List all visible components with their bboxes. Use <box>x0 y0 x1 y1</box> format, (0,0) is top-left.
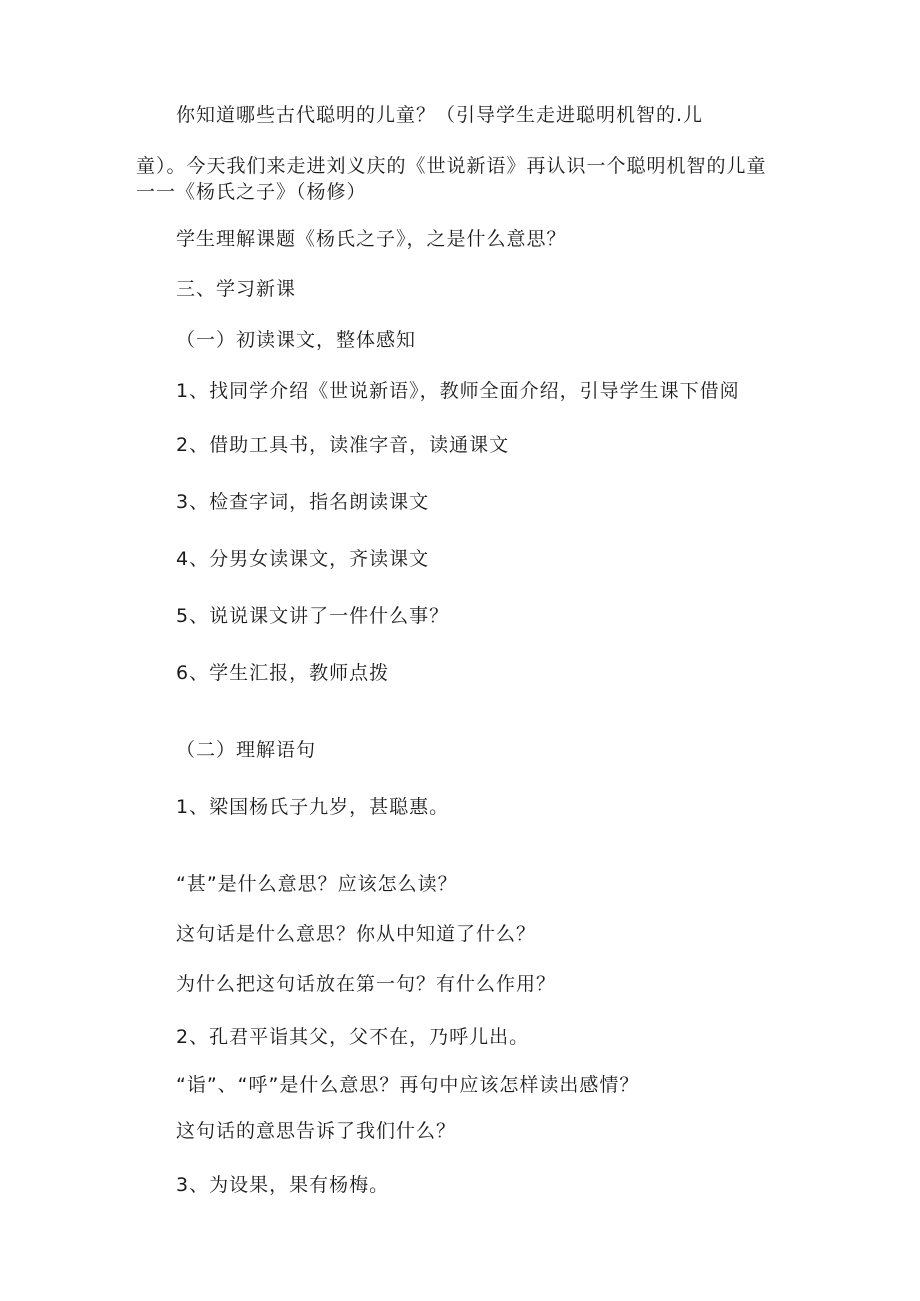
intro-line-3: 一一《杨氏之子》（杨修） <box>136 181 367 203</box>
section-heading: 三、学习新课 <box>176 278 297 300</box>
question-item: “甚”是什么意思？应该怎么读？ <box>176 873 458 895</box>
question-item: 这句话的意思告诉了我们什么？ <box>176 1120 457 1142</box>
part-one-heading: （一）初读课文，整体感知 <box>176 329 417 351</box>
sentence-item: 2、孔君平诣其父，父不在，乃呼儿出。 <box>176 1026 530 1048</box>
step-item: 6、学生汇报，教师点拨 <box>176 662 390 684</box>
title-question: 学生理解课题《杨氏之子》，之是什么意思？ <box>176 228 567 250</box>
step-item: 4、分男女读课文，齐读课文 <box>176 548 430 570</box>
part-two-heading: （二）理解语句 <box>176 739 317 761</box>
question-item: 这句话是什么意思？你从中知道了什么？ <box>176 923 537 945</box>
question-item: “诣”、“呼”是什么意思？再句中应该怎样读出感情？ <box>176 1074 640 1096</box>
sentence-item: 3、为设果，果有杨梅。 <box>176 1174 390 1196</box>
question-item: 为什么把这句话放在第一句？有什么作用？ <box>176 973 557 995</box>
intro-line-1: 你知道哪些古代聪明的儿童？（引导学生走进聪明机智的.儿 <box>176 104 704 126</box>
sentence-item: 1、梁国杨氏子九岁，甚聪惠。 <box>176 796 450 818</box>
step-item: 3、检查字词，指名朗读课文 <box>176 491 430 513</box>
intro-line-2: 童）。今天我们来走进刘义庆的《世说新语》再认识一个聪明机智的儿童 <box>136 155 767 177</box>
step-item: 5、说说课文讲了一件什么事？ <box>176 605 450 627</box>
step-item: 1、找同学介绍《世说新语》，教师全面介绍，引导学生课下借阅 <box>176 380 740 402</box>
step-item: 2、借助工具书，读准字音，读通课文 <box>176 434 510 456</box>
